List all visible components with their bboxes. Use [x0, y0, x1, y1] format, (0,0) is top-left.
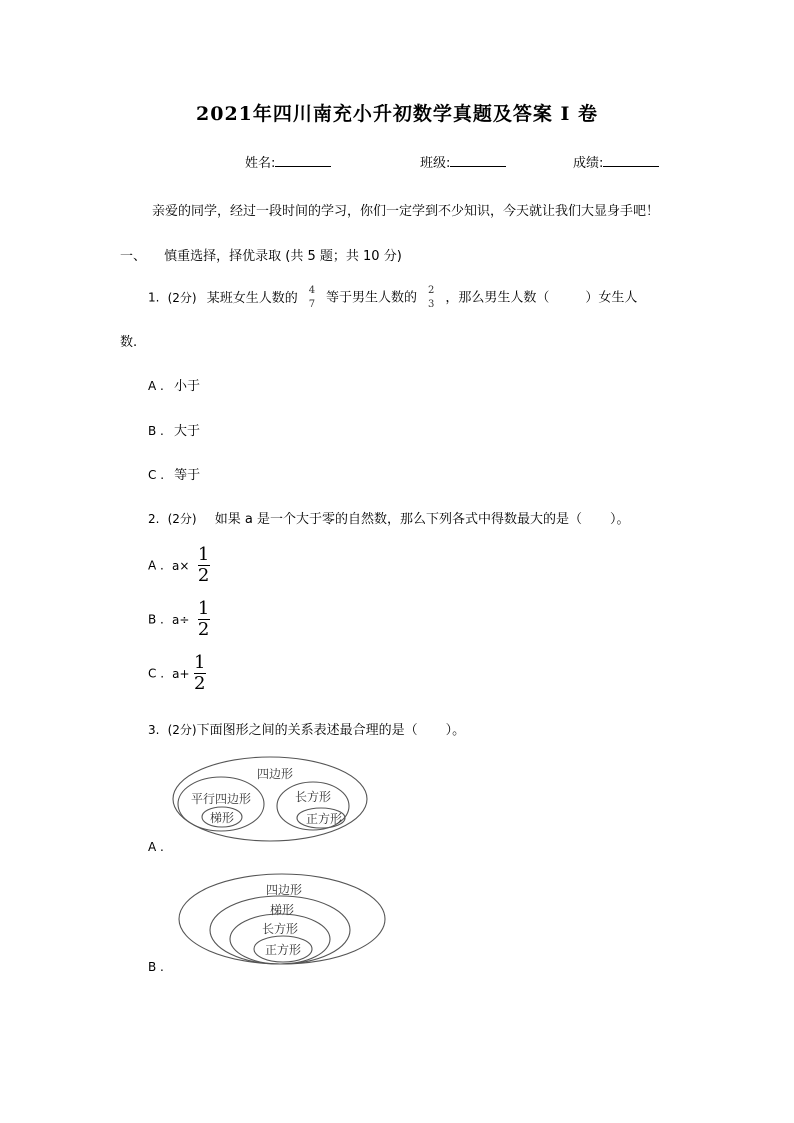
q3a-rectangle-label: 长方形	[294, 790, 332, 804]
q2-option-b-denominator: 2	[197, 619, 210, 640]
q2-text-end: ）。	[609, 512, 630, 527]
q3b-trapezoid-label: 梯形	[269, 903, 295, 917]
q3-score: (2分)	[167, 723, 197, 737]
q2-option-a-denominator: 2	[197, 565, 210, 586]
question-2	[148, 508, 629, 527]
q2-option-a-numerator: 1	[197, 544, 210, 565]
q2-option-c-label: C .	[148, 666, 165, 681]
q2-option-c	[148, 654, 206, 693]
section-title: 慎重选择，择优录取 (共 5 题；共 10 分)	[164, 249, 402, 264]
q1-fraction-2	[427, 286, 435, 310]
q3a-square-label: 正方形	[305, 812, 343, 826]
q2-option-a-expr: a×	[171, 558, 190, 573]
class-blank	[450, 154, 506, 167]
q2-option-c-denominator: 2	[193, 673, 206, 694]
page-title: 2021年四川南充小升初数学真题及答案 I 卷	[196, 103, 598, 125]
q2-option-c-numerator: 1	[193, 652, 206, 673]
q1-fraction-1	[308, 286, 316, 310]
q2-text: 如果 a 是一个大于零的自然数，那么下列各式中得数最大的是（	[214, 512, 582, 527]
q3-text: 下面图形之间的关系表述最合理的是（	[196, 723, 418, 738]
q1-option-a-label: A .	[148, 379, 164, 393]
score-blank	[603, 154, 659, 167]
q1-fraction-2-numerator: 2	[428, 285, 435, 296]
q2-option-b-numerator: 1	[197, 598, 210, 619]
q1-option-b	[148, 420, 200, 439]
q2-score: (2分)	[167, 512, 197, 526]
q1-option-b-text: 大于	[174, 424, 201, 439]
name-label: 姓名:	[245, 156, 276, 171]
intro-text: 亲爱的同学，经过一段时间的学习，你们一定学到不少知识，今天就让我们大显身手吧！	[152, 204, 660, 219]
name-field	[245, 152, 331, 171]
question-1	[148, 286, 637, 310]
q1-option-c	[148, 464, 200, 483]
q1-score: (2分)	[167, 290, 197, 305]
q2-option-a	[148, 546, 210, 585]
q3b-square-label: 正方形	[264, 943, 302, 957]
q3-option-a-label: A .	[148, 840, 164, 854]
q2-option-b	[148, 600, 210, 639]
q3-number: 3.	[148, 723, 160, 737]
name-blank	[275, 154, 331, 167]
q3-text-end: ）。	[445, 723, 466, 738]
q3b-quadrilateral-label: 四边形	[265, 883, 303, 897]
q3a-trapezoid-label: 梯形	[209, 811, 235, 825]
q1-text-d: ）女生人	[585, 290, 638, 306]
q1-fraction-1-numerator: 4	[308, 285, 316, 296]
score-label: 成绩:	[573, 156, 604, 171]
q1-option-c-text: 等于	[174, 468, 201, 483]
class-label: 班级:	[420, 156, 451, 171]
q3-option-b-diagram	[176, 872, 388, 972]
q1-text-a: 某班女生人数的	[206, 290, 298, 306]
q1-fraction-1-denominator: 7	[308, 299, 316, 310]
section-heading	[120, 245, 402, 264]
q3-option-b-label: B .	[148, 960, 164, 974]
q1-option-a-text: 小于	[173, 379, 200, 394]
q1-text-b: 等于男生人数的	[326, 290, 418, 306]
q3a-quadrilateral-label: 四边形	[256, 767, 294, 781]
q1-option-a	[148, 375, 200, 394]
q2-option-a-fraction	[198, 546, 210, 585]
q1-text-c: ，那么男生人数（	[445, 290, 550, 306]
q1-option-b-label: B .	[148, 424, 164, 438]
question-3	[148, 719, 465, 738]
section-number: 一、	[120, 249, 147, 264]
class-field	[420, 152, 506, 171]
q2-option-b-fraction	[198, 600, 210, 639]
q2-option-b-label: B .	[148, 612, 164, 627]
q3a-parallelogram-label: 平行四边形	[190, 792, 252, 806]
q1-number: 1.	[148, 290, 160, 305]
q2-option-b-expr: a÷	[172, 612, 190, 627]
q1-option-c-label: C .	[148, 468, 165, 482]
q3b-rectangle-label: 长方形	[261, 922, 299, 936]
q2-option-a-label: A .	[148, 558, 164, 573]
q1-text-continued: 数.	[120, 335, 138, 350]
q3-option-a-diagram	[170, 754, 370, 844]
q2-number: 2.	[148, 512, 160, 526]
q2-option-c-fraction	[194, 654, 206, 693]
q2-option-c-expr: a+	[172, 666, 190, 681]
q1-fraction-2-denominator: 3	[428, 299, 435, 310]
score-field	[573, 152, 659, 171]
